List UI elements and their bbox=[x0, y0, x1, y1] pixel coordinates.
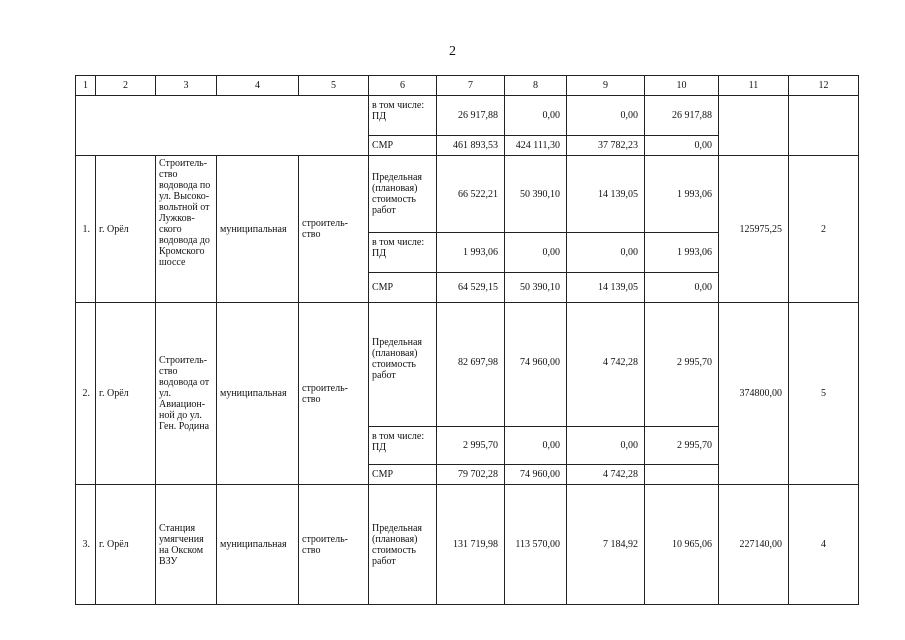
table-cell: 2 bbox=[789, 156, 859, 303]
header-cell: 6 bbox=[369, 76, 437, 96]
header-cell: 5 bbox=[299, 76, 369, 96]
table-row bbox=[76, 156, 859, 233]
table-cell: 82 697,98 bbox=[437, 303, 505, 427]
table-cell: 7 184,92 bbox=[567, 485, 645, 605]
table-cell: 227140,00 bbox=[719, 485, 789, 605]
table-cell: 74 960,00 bbox=[505, 465, 567, 485]
header-cell: 10 bbox=[645, 76, 719, 96]
table-cell: 113 570,00 bbox=[505, 485, 567, 605]
table-cell: 0,00 bbox=[645, 273, 719, 303]
row-label: СМР bbox=[369, 465, 437, 485]
row-label: в том числе: ПД bbox=[369, 233, 437, 273]
table-row bbox=[76, 96, 859, 136]
table-cell: 2 995,70 bbox=[437, 427, 505, 465]
table-cell: 79 702,28 bbox=[437, 465, 505, 485]
city-cell: г. Орёл bbox=[96, 156, 156, 303]
table-cell: 0,00 bbox=[645, 136, 719, 156]
row-label: в том числе: ПД bbox=[369, 96, 437, 136]
row-label: Предельная (плановая) стоимость работ bbox=[369, 156, 437, 233]
header-cell: 7 bbox=[437, 76, 505, 96]
city-cell: г. Орёл bbox=[96, 485, 156, 605]
table-cell: 26 917,88 bbox=[437, 96, 505, 136]
table-cell: 64 529,15 bbox=[437, 273, 505, 303]
row-label: СМР bbox=[369, 273, 437, 303]
investment-table bbox=[75, 75, 859, 605]
table-row bbox=[76, 485, 859, 605]
header-cell: 4 bbox=[217, 76, 299, 96]
table-cell: 74 960,00 bbox=[505, 303, 567, 427]
table-cell: 0,00 bbox=[567, 96, 645, 136]
table-cell: 2 995,70 bbox=[645, 427, 719, 465]
table-cell: 2 995,70 bbox=[645, 303, 719, 427]
table-cell bbox=[719, 96, 789, 156]
table-cell: 0,00 bbox=[567, 427, 645, 465]
header-cell: 2 bbox=[96, 76, 156, 96]
table-cell: 0,00 bbox=[567, 233, 645, 273]
table-cell: 0,00 bbox=[505, 233, 567, 273]
ownership-cell: муниципальная bbox=[217, 156, 299, 303]
row-number: 3. bbox=[76, 485, 96, 605]
table-cell: 0,00 bbox=[505, 427, 567, 465]
work-type-cell: строитель-ство bbox=[299, 156, 369, 303]
header-cell: 3 bbox=[156, 76, 217, 96]
table-cell: 14 139,05 bbox=[567, 156, 645, 233]
object-name: Строитель-ство водовода по ул. Высоко-вольтной от Лужков-ского водовода до Кромского шоссе bbox=[156, 156, 217, 303]
row-label: Предельная (плановая) стоимость работ bbox=[369, 485, 437, 605]
page-number: 2 bbox=[449, 44, 456, 59]
table-cell: 10 965,06 bbox=[645, 485, 719, 605]
table-cell: 26 917,88 bbox=[645, 96, 719, 136]
table-cell: 1 993,06 bbox=[645, 233, 719, 273]
table-cell: 4 bbox=[789, 485, 859, 605]
table-cell: 424 111,30 bbox=[505, 136, 567, 156]
table-cell bbox=[645, 465, 719, 485]
table-cell: 1 993,06 bbox=[437, 233, 505, 273]
header-cell: 8 bbox=[505, 76, 567, 96]
row-label: СМР bbox=[369, 136, 437, 156]
header-row bbox=[76, 76, 859, 96]
row-label: в том числе: ПД bbox=[369, 427, 437, 465]
city-cell: г. Орёл bbox=[96, 303, 156, 485]
table-cell: 125975,25 bbox=[719, 156, 789, 303]
table-cell: 4 742,28 bbox=[567, 303, 645, 427]
header-cell: 11 bbox=[719, 76, 789, 96]
header-cell: 12 bbox=[789, 76, 859, 96]
table-cell: 0,00 bbox=[505, 96, 567, 136]
header-cell: 9 bbox=[567, 76, 645, 96]
ownership-cell: муниципальная bbox=[217, 485, 299, 605]
table-cell: 37 782,23 bbox=[567, 136, 645, 156]
ownership-cell: муниципальная bbox=[217, 303, 299, 485]
work-type-cell: строитель-ство bbox=[299, 485, 369, 605]
row-label: Предельная (плановая) стоимость работ bbox=[369, 303, 437, 427]
object-name: Строитель-ство водовода от ул. Авиацион-ной до ул. Ген. Родина bbox=[156, 303, 217, 485]
table-cell: 4 742,28 bbox=[567, 465, 645, 485]
table-cell: 14 139,05 bbox=[567, 273, 645, 303]
table-cell: 5 bbox=[789, 303, 859, 485]
row-number: 2. bbox=[76, 303, 96, 485]
table-cell bbox=[789, 96, 859, 156]
table-cell: 50 390,10 bbox=[505, 156, 567, 233]
header-cell: 1 bbox=[76, 76, 96, 96]
work-type-cell: строитель-ство bbox=[299, 303, 369, 485]
row-number: 1. bbox=[76, 156, 96, 303]
object-name: Станция умягчения на Окском ВЗУ bbox=[156, 485, 217, 605]
table-cell: 1 993,06 bbox=[645, 156, 719, 233]
table-cell: 66 522,21 bbox=[437, 156, 505, 233]
table-cell: 50 390,10 bbox=[505, 273, 567, 303]
empty-merged-cell bbox=[76, 96, 369, 156]
table-row bbox=[76, 303, 859, 427]
table-cell: 374800,00 bbox=[719, 303, 789, 485]
table-cell: 461 893,53 bbox=[437, 136, 505, 156]
table-cell: 131 719,98 bbox=[437, 485, 505, 605]
